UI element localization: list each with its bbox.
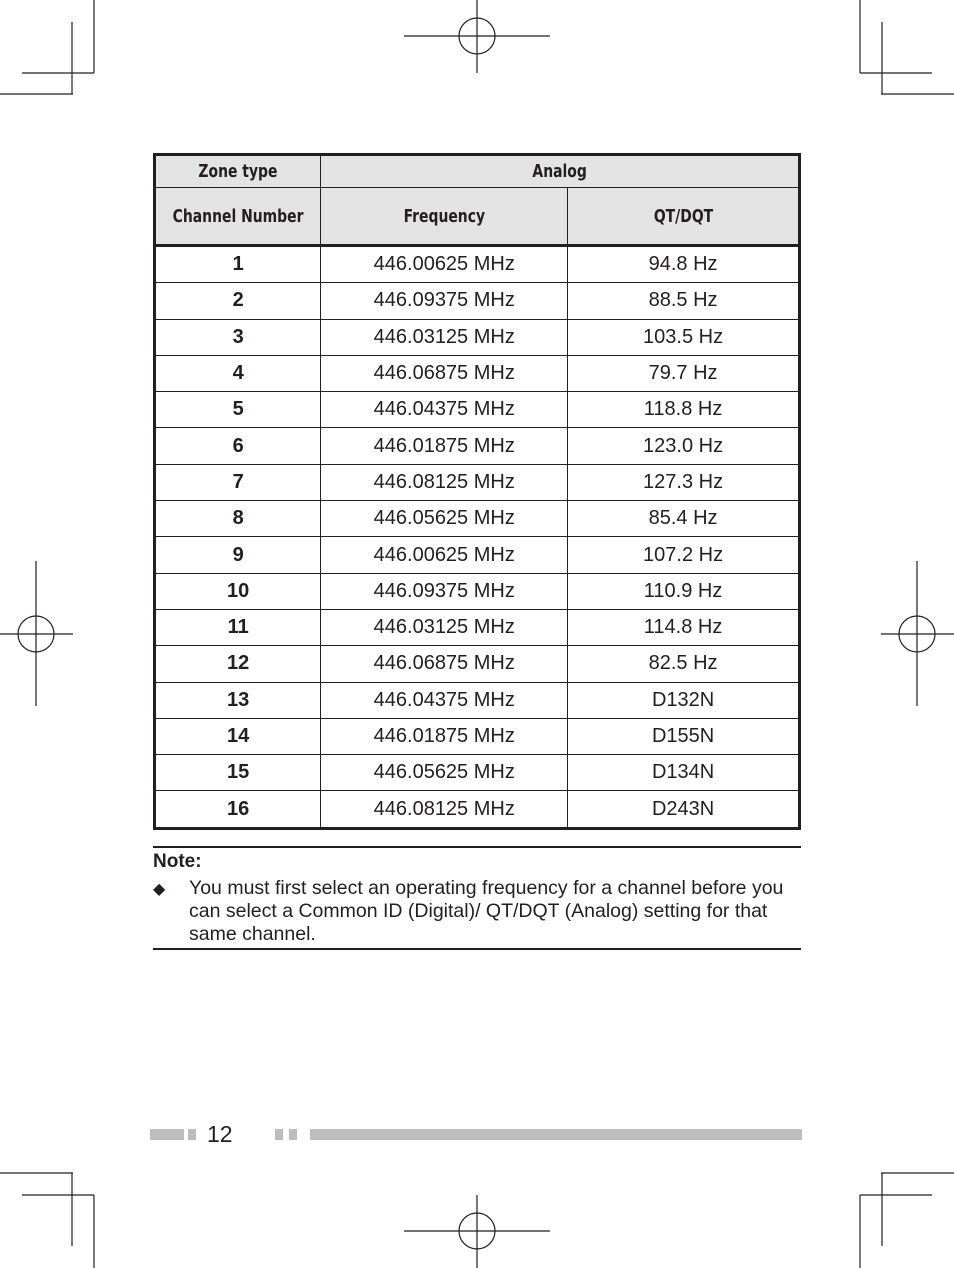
channel-number-cell: 1 [155, 246, 321, 283]
qt-dqt-cell: D155N [568, 718, 800, 754]
footer-bar-right [310, 1129, 802, 1140]
channel-number-cell: 6 [155, 428, 321, 464]
table-row [155, 646, 800, 682]
registration-mark-top [404, 0, 550, 73]
table-row [155, 283, 800, 319]
qt-dqt-cell: 103.5 Hz [568, 319, 800, 355]
table-row [155, 428, 800, 464]
frequency-cell: 446.06875 MHz [321, 646, 568, 682]
qt-dqt-cell: D243N [568, 791, 800, 828]
table-row [155, 682, 800, 718]
table-row [155, 355, 800, 391]
crop-mark-top-left [0, 0, 94, 94]
channel-number-cell: 9 [155, 537, 321, 573]
channel-number-cell: 3 [155, 319, 321, 355]
table-row [155, 755, 800, 791]
crop-mark-top-right [860, 0, 954, 94]
qt-dqt-cell: D134N [568, 755, 800, 791]
note-title: Note: [153, 851, 202, 872]
channel-number-cell: 16 [155, 791, 321, 828]
frequency-cell: 446.00625 MHz [321, 537, 568, 573]
frequency-cell: 446.05625 MHz [321, 755, 568, 791]
qt-dqt-cell: 110.9 Hz [568, 573, 800, 609]
qt-dqt-cell: 79.7 Hz [568, 355, 800, 391]
frequency-cell: 446.08125 MHz [321, 791, 568, 828]
channel-number-cell: 11 [155, 609, 321, 645]
footer-bar-left [150, 1129, 184, 1140]
frequency-cell: 446.01875 MHz [321, 718, 568, 754]
footer-bar-block [188, 1129, 196, 1140]
note-text: You must first select an operating frequency for a channel before you can select a Common ID (Digital)/ QT/DQT (Analog) setting for that same channel. [189, 877, 784, 945]
frequency-cell: 446.08125 MHz [321, 464, 568, 500]
footer-bar-block [275, 1129, 283, 1140]
note-box [153, 846, 801, 950]
qt-dqt-cell: 127.3 Hz [568, 464, 800, 500]
table-row [155, 246, 800, 283]
crop-mark-bottom-right [860, 1173, 954, 1268]
channel-frequency-table [153, 153, 801, 830]
qt-dqt-cell: 118.8 Hz [568, 392, 800, 428]
qt-dqt-cell: 114.8 Hz [568, 609, 800, 645]
table-row [155, 609, 800, 645]
table-row [155, 464, 800, 500]
channel-number-cell: 14 [155, 718, 321, 754]
channel-number-cell: 12 [155, 646, 321, 682]
registration-mark-bottom [404, 1195, 550, 1268]
channel-number-cell: 7 [155, 464, 321, 500]
channel-number-cell: 10 [155, 573, 321, 609]
page-number: 12 [207, 1121, 233, 1147]
table-row [155, 573, 800, 609]
diamond-bullet-icon: ◆ [153, 881, 166, 898]
table-row [155, 791, 800, 828]
channel-number-cell: 8 [155, 501, 321, 537]
frequency-cell: 446.04375 MHz [321, 392, 568, 428]
qt-dqt-cell: 88.5 Hz [568, 283, 800, 319]
crop-mark-bottom-left [0, 1173, 94, 1268]
qt-dqt-cell: 123.0 Hz [568, 428, 800, 464]
channel-number-cell: 4 [155, 355, 321, 391]
registration-mark-left [0, 561, 73, 706]
table-row [155, 718, 800, 754]
qt-dqt-cell: 82.5 Hz [568, 646, 800, 682]
frequency-cell: 446.01875 MHz [321, 428, 568, 464]
channel-number-cell: 13 [155, 682, 321, 718]
frequency-cell: 446.04375 MHz [321, 682, 568, 718]
qt-dqt-cell: 94.8 Hz [568, 246, 800, 283]
table-row [155, 501, 800, 537]
frequency-cell: 446.05625 MHz [321, 501, 568, 537]
footer-bar-block [289, 1129, 297, 1140]
channel-number-cell: 15 [155, 755, 321, 791]
channel-number-cell: 2 [155, 283, 321, 319]
frequency-cell: 446.06875 MHz [321, 355, 568, 391]
zone-value-header: Analog [321, 155, 800, 188]
frequency-header: Frequency [321, 188, 568, 246]
frequency-cell: 446.03125 MHz [321, 609, 568, 645]
table-row [155, 392, 800, 428]
registration-mark-right [881, 561, 954, 706]
qt-dqt-header: QT/DQT [568, 188, 800, 246]
table-body [155, 246, 800, 829]
table-row [155, 537, 800, 573]
note-item [153, 877, 801, 946]
qt-dqt-cell: 107.2 Hz [568, 537, 800, 573]
table-row [155, 319, 800, 355]
qt-dqt-cell: D132N [568, 682, 800, 718]
qt-dqt-cell: 85.4 Hz [568, 501, 800, 537]
frequency-cell: 446.03125 MHz [321, 319, 568, 355]
channel-number-cell: 5 [155, 392, 321, 428]
frequency-cell: 446.09375 MHz [321, 283, 568, 319]
zone-type-header: Zone type [155, 155, 321, 188]
frequency-cell: 446.09375 MHz [321, 573, 568, 609]
channel-number-header: Channel Number [155, 188, 321, 246]
frequency-cell: 446.00625 MHz [321, 246, 568, 283]
